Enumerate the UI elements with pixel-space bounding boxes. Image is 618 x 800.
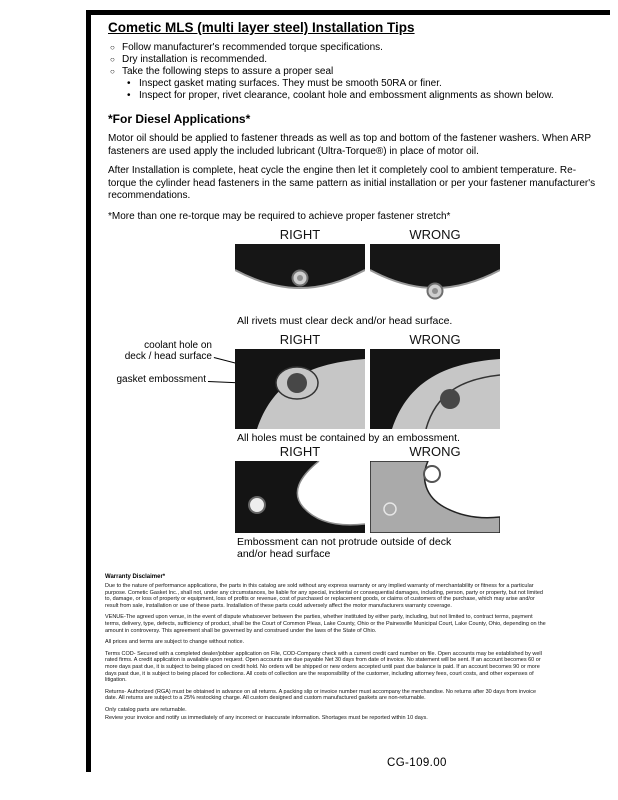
row3-caption-line1: Embossment can not protrude outside of deck — [237, 536, 452, 548]
row1-caption: All rivets must clear deck and/or head surface. — [237, 315, 453, 327]
warranty-paragraph: VENUE-The agreed upon venue, in the event of dispute whatsoever between the parties, whether instituted by either party, including, but not limited to, contract terms, payment terms, delivery, type, defects, sufficiency of product, shall be the Court of Common Pleas, Lake County, Ohio or the Painesville Municipal Court, Lake County, Ohio, depending on the amount in controversy. This agreement shall be governed by and construed under the laws of the State of Ohio. — [105, 614, 546, 634]
retorque-note: *More than one re-torque may be required to achieve proper fastener stretch* — [108, 210, 451, 222]
coolant-hole-right-diagram — [235, 349, 365, 429]
filled-bullet-icon: • — [127, 90, 131, 101]
list-item-text: Dry installation is recommended. — [122, 54, 268, 65]
warranty-paragraph: Only catalog parts are returnable. — [105, 706, 187, 713]
list-item-text: Take the following steps to assure a proper seal — [122, 66, 334, 77]
diesel-paragraph-1: Motor oil should be applied to fastener threads as well as top and bottom of the fastener washers. When ARP fasteners are used apply the included lubricant (Ultra-Torque®) in place of motor oil. — [108, 133, 591, 157]
rivet-right-diagram — [235, 244, 365, 312]
coolant-hole-annotation — [106, 340, 212, 362]
warranty-paragraph: Returns- Authorized (RGA) must be obtained in advance on all returns. A packing slip or invoice number must accompany the merchandise. No returns after 30 days from invoice date. All returns are subject to a 25% restocking charge. All custom designed and custom manufactured gaskets are non-returnable. — [105, 688, 537, 702]
annotation-text: gasket embossment — [116, 374, 206, 385]
warranty-paragraph: All prices and terms are subject to change without notice. — [105, 639, 245, 646]
row1-right-label: RIGHT — [279, 227, 321, 242]
row3-wrong-label: WRONG — [409, 444, 461, 459]
list-item-text: Inspect gasket mating surfaces. They must be smooth 50RA or finer. — [139, 78, 442, 89]
list-item-text: Follow manufacturer's recommended torque specifications. — [122, 42, 383, 53]
open-bullet-icon: ○ — [110, 43, 115, 52]
page-number: CG-109.00 — [387, 757, 447, 769]
row1-wrong-label: WRONG — [409, 227, 461, 242]
warranty-section — [105, 574, 549, 726]
page-title: Cometic MLS (multi layer steel) Installation Tips — [108, 20, 415, 35]
row3-caption-line2: and/or head surface — [237, 548, 331, 560]
rivet-wrong-diagram — [370, 244, 500, 312]
warranty-paragraph: Due to the nature of performance applications, the parts in this catalog are sold without any express warranty or any implied warranty of merchantability or fitness for a particular purpose. Cometic Gasket Inc., shall not, under any circumstances, be liable for any special, incidental or consequential damages, including, person, party or property, but not limited to, damage, or loss of property or equipment, loss of profits or revenue, cost of purchased or replacement goods, or claims of customers of the purchase, which may arise and/or result from sale, installation or use of these parts. Installation of these parts could adversely affect the motor manufacturers warranty coverage. — [105, 583, 543, 609]
gasket-embossment-annotation — [100, 374, 206, 385]
list-item-text: Inspect for proper, rivet clearance, coolant hole and embossment alignments as shown below. — [139, 90, 554, 101]
embossment-right-diagram — [235, 461, 365, 533]
coolant-hole-wrong-diagram — [370, 349, 500, 429]
open-bullet-icon: ○ — [110, 55, 115, 64]
diesel-paragraph-2: After Installation is complete, heat cycle the engine then let it completely cool to ambient temperature. Re-torque the cylinder head fasteners in the same pattern as initial installation or per your fastener manufacturer's recommendations. — [108, 165, 596, 201]
embossment-wrong-diagram — [370, 461, 500, 533]
warranty-heading: Warranty Disclaimer* — [105, 574, 166, 580]
row2-right-label: RIGHT — [279, 332, 321, 347]
row3-right-label: RIGHT — [279, 444, 321, 459]
annotation-text: deck / head surface — [124, 351, 212, 362]
annotation-text: coolant hole on — [144, 340, 212, 351]
warranty-paragraph: Terms COD- Secured with a completed dealer/jobber application on File, COD-Company check with a current credit card number on file. Open accounts may be established by well rated firms. A credit application is available upon request. Open accounts are due payable Net 30 days from date of invoice. No statement will be sent. If an account becomes 60 or more days past due, it is subject to being placed on credit hold. No orders will be shipped or new orders accepted until past due balance is paid. If an account becomes 90 or more days past due, it is subject to being placed for collections. All costs of collection are the responsibility of the customer, including attorney fees, court costs, and other expenses of litigation. — [105, 650, 542, 684]
filled-bullet-icon: • — [127, 78, 131, 89]
warranty-paragraph: Review your invoice and notify us immediately of any incorrect or inaccurate information. Shortages must be reported within 10 days. — [105, 714, 428, 721]
row2-wrong-label: WRONG — [409, 332, 461, 347]
diesel-applications-heading: *For Diesel Applications* — [108, 112, 251, 126]
row2-caption: All holes must be contained by an embossment. — [237, 432, 460, 444]
open-bullet-icon: ○ — [110, 67, 115, 76]
